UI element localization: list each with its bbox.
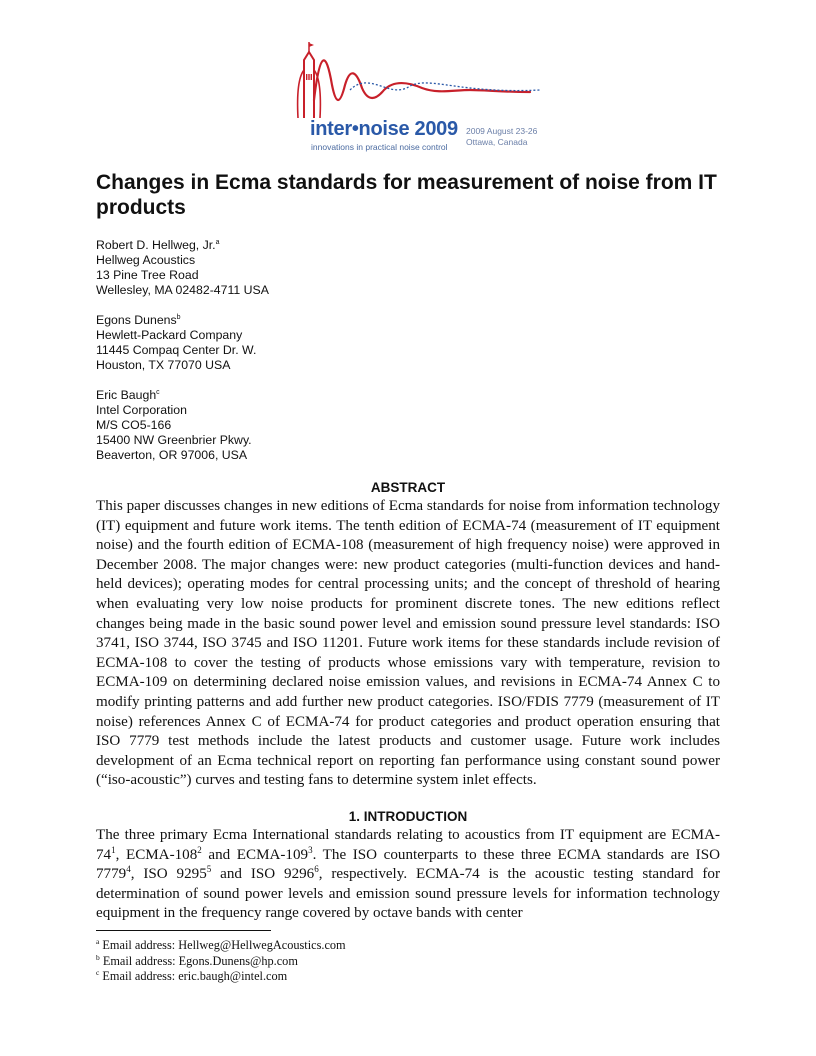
footnotes (96, 938, 346, 985)
introduction-text: The three primary Ecma International standards relating to acoustics from IT equipment are ECMA-$74^1$, ECMA-$108^2$ and ECMA-$109^3$. The ISO counterparts to these three ECMA standards are ISO 7779$^4$, ISO 9295$^5$ and ISO 9296$^6$, respectively. ECMA-74 is the acoustic testing standard for determination of sound power levels and emission sound pressure levels for information technology equipment in the frequency range covered by octave bands with center (96, 827, 720, 922)
footnote: $^b$ Email address: Egons.Dunens@hp.com (96, 952, 298, 968)
author-address: Wellesley, MA 02482-4711 USA (96, 283, 269, 297)
parliament-wave-icon (290, 40, 550, 120)
abstract-text: This paper discusses changes in new editions of Ecma standards for noise from information technology (IT) equipment and future work items. The tenth edition of ECMA-74 (measurement of IT equipment noise) and the fourth edition of ECMA-108 (measurement of high frequency noise) were approved in December 2008. The major changes were: new product categories (multi-function devices and hand-held devices); operating modes for central processing units; and the concept of threshold of hearing when evaluating very low noise products for prominent discrete tones. The new editions reflect changes being made in the basic sound power level and emission sound pressure level standards: ISO 3741, ISO 3744, ISO 3745 and ISO 11201. Future work items for these standards include revision of ECMA-108 to cover the testing of products whose emissions vary with temperature, revision to ECMA-109 on determining declared noise emission values, and revisions in ECMA-74 Annex C to modify printing patterns and add further new product categories. ISO/FDIS 7779 (measurement of IT noise) references Annex C of ECMA-74 for product categories and product operation ensuring that ISO 7779 test methods include the latest products and customer usage. Future work includes development of an Ecma technical report on reporting fan performance using constant sound power (“iso-acoustic”) curves and testing fans to determine system inlet effects. (96, 498, 720, 789)
citation-ref: 2 (197, 844, 202, 855)
conference-date: 2009 August 23-26 (466, 126, 538, 136)
citation-ref: 5 (206, 864, 212, 875)
conference-logo (290, 40, 550, 160)
author-address: 13 Pine Tree Road (96, 268, 199, 282)
author-address: 15400 NW Greenbrier Pkwy. (96, 433, 252, 447)
footnote: $^a$ Email address: Hellweg@HellwegAcoustics.com (96, 937, 346, 952)
author-affiliation: Hewlett-Packard Company (96, 328, 243, 342)
footnote-divider (96, 930, 271, 931)
author-name: Egons Dunens$^b$ (96, 313, 181, 327)
introduction-heading: 1. INTRODUCTION (348, 809, 468, 824)
author-name: Eric Baugh$^c$ (96, 388, 160, 402)
conference-location: Ottawa, Canada (466, 137, 528, 147)
citation-ref: 6 (314, 864, 319, 875)
paper-title: Changes in Ecma standards for measurement of noise from IT products (96, 171, 717, 219)
author-block (96, 238, 496, 298)
conference-tagline: innovations in practical noise control (311, 142, 448, 152)
author-address: Houston, TX 77070 USA (96, 358, 231, 372)
citation-ref: 1 (111, 844, 116, 855)
author-block (96, 313, 496, 373)
conference-name: inter•noise 2009 (310, 118, 458, 140)
footnote: $^c$ Email address: eric.baugh@intel.com (96, 968, 288, 983)
author-address: 11445 Compaq Center Dr. W. (96, 343, 257, 357)
author-affiliation: Hellweg Acoustics (96, 253, 196, 267)
citation-ref: 4 (126, 864, 131, 875)
author-name: Robert D. Hellweg, Jr.$^a$ (96, 238, 220, 252)
author-block (96, 388, 496, 463)
citation-ref: 3 (308, 844, 313, 855)
author-affiliation: Intel Corporation (96, 403, 187, 417)
abstract-heading: ABSTRACT (370, 480, 446, 495)
author-address: M/S CO5-166 (96, 418, 172, 432)
author-address: Beaverton, OR 97006, USA (96, 448, 248, 462)
